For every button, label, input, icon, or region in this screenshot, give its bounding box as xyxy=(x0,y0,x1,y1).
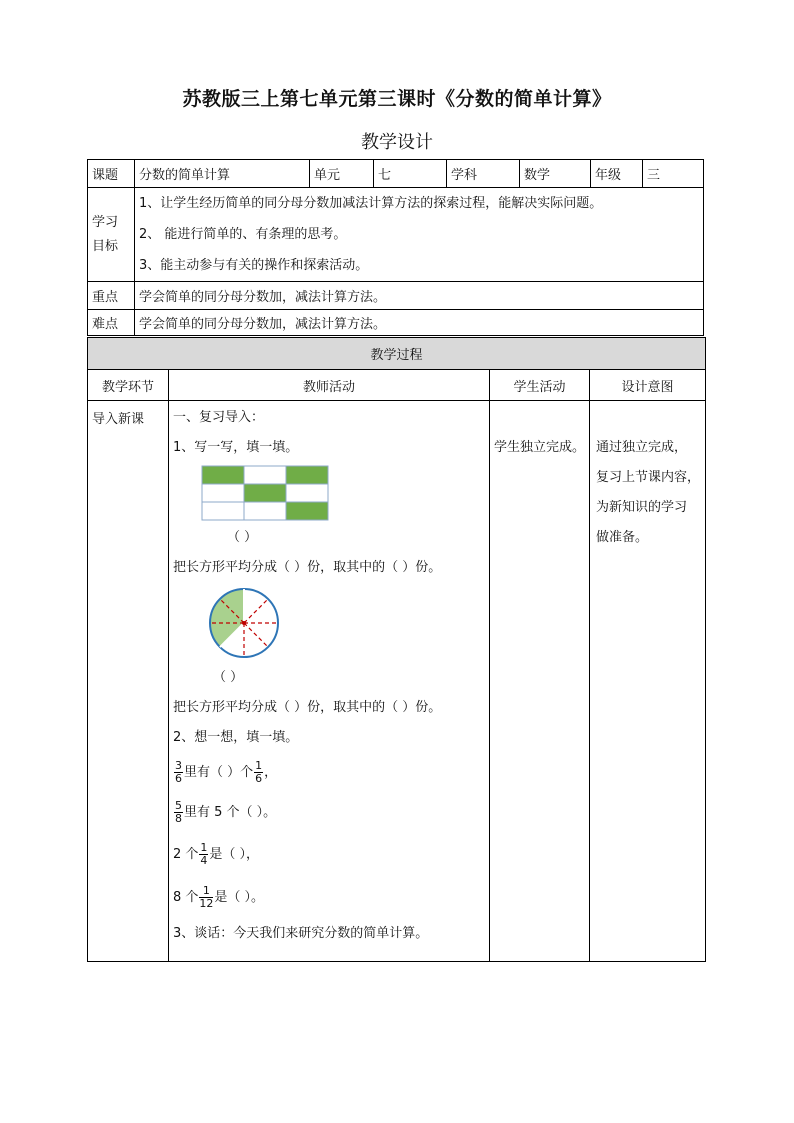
question-3: 3、谈话：今天我们来研究分数的简单计算。 xyxy=(173,926,429,941)
subject-label: 学科 xyxy=(447,160,520,188)
numerator: 1 xyxy=(255,759,263,772)
circle-fraction-figure xyxy=(173,583,473,663)
topic-label: 课题 xyxy=(88,160,135,188)
denominator: 6 xyxy=(175,772,182,785)
fill-sentence-2: 把长方形平均分成（ ）份，取其中的（ ）份。 xyxy=(173,700,442,715)
fraction-text: 是（ ）， xyxy=(209,847,260,862)
col-teacher-header: 教师活动 xyxy=(169,370,490,401)
grid-cell-shaded xyxy=(244,484,286,502)
question-2: 2、想一想，填一填。 xyxy=(173,730,299,745)
answer-paren-2: （ ） xyxy=(213,670,244,685)
goals-label-line2: 目标 xyxy=(92,238,119,254)
col-stage-header: 教学环节 xyxy=(88,370,169,401)
fraction-item-1 xyxy=(173,753,485,793)
goals-label xyxy=(88,188,135,282)
grid-cell-shaded xyxy=(286,466,328,484)
numerator: 3 xyxy=(175,759,182,772)
denominator: 8 xyxy=(175,812,182,825)
fraction xyxy=(199,885,213,910)
numerator: 1 xyxy=(199,885,213,898)
document-subtitle: 教学设计 xyxy=(361,132,433,153)
goal-item: 2、 能进行简单的、有条理的思考。 xyxy=(139,227,347,242)
question-1: 1、写一写，填一填。 xyxy=(173,440,299,455)
grid-cell xyxy=(244,466,286,484)
fill-sentence-1: 把长方形平均分成（ ）份，取其中的（ ）份。 xyxy=(173,560,442,575)
denominator: 4 xyxy=(200,854,208,867)
teacher-activity-cell xyxy=(169,401,490,962)
numerator: 5 xyxy=(175,799,182,812)
circle-divider xyxy=(244,599,268,623)
stage-text: 导入新课 xyxy=(92,412,145,427)
circle-center xyxy=(242,621,246,625)
goals-label-line1: 学习 xyxy=(92,214,119,230)
numerator: 1 xyxy=(200,841,208,854)
rectangle-grid-figure xyxy=(173,463,473,523)
difficulty-label: 难点 xyxy=(88,310,135,336)
fraction xyxy=(254,760,263,785)
fraction xyxy=(199,842,208,867)
fraction xyxy=(174,800,183,825)
circle-divider xyxy=(244,623,268,647)
fraction-text: 2 个 xyxy=(173,847,199,862)
difficulty-value: 学会简单的同分母分数加，减法计算方法。 xyxy=(135,310,704,336)
intent-line: 为新知识的学习 xyxy=(596,500,688,515)
grid-cell xyxy=(202,502,244,520)
fraction xyxy=(174,760,183,785)
fraction-item-3 xyxy=(173,833,485,877)
grid-cell xyxy=(202,484,244,502)
document-title: 苏教版三上第七单元第三课时《分数的简单计算》 xyxy=(182,88,612,110)
denominator: 6 xyxy=(255,772,263,785)
fraction-text: ， xyxy=(264,765,278,780)
grid-cell-shaded xyxy=(286,502,328,520)
col-student-header: 学生活动 xyxy=(490,370,590,401)
fraction-item-4 xyxy=(173,877,485,919)
intent-line: 做准备。 xyxy=(596,530,649,545)
answer-paren-1: （ ） xyxy=(227,530,258,545)
fraction-text: 8 个 xyxy=(173,890,199,905)
unit-label: 单元 xyxy=(310,160,374,188)
denominator: 12 xyxy=(199,897,214,910)
grade-value: 三 xyxy=(643,160,704,188)
fraction-text: 是（ ）。 xyxy=(214,890,265,905)
process-header: 教学过程 xyxy=(88,338,706,370)
student-activity-text: 学生独立完成。 xyxy=(494,440,586,455)
process-table xyxy=(87,337,706,962)
fraction-text: 里有 5 个（ ）。 xyxy=(184,805,277,820)
col-intent-header: 设计意图 xyxy=(590,370,706,401)
grid-cell-shaded xyxy=(202,466,244,484)
intent-line: 复习上节课内容， xyxy=(596,470,701,485)
grid-cell xyxy=(286,484,328,502)
student-activity-cell xyxy=(490,401,590,962)
grade-label: 年级 xyxy=(591,160,643,188)
key-value: 学会简单的同分母分数加，减法计算方法。 xyxy=(135,282,704,310)
key-label: 重点 xyxy=(88,282,135,310)
fraction-text: 里有（ ）个 xyxy=(184,765,254,780)
info-table xyxy=(87,159,704,336)
fraction-item-2 xyxy=(173,793,485,833)
topic-value: 分数的简单计算 xyxy=(135,160,310,188)
goal-item: 3、能主动参与有关的操作和探索活动。 xyxy=(139,258,369,273)
design-intent-cell xyxy=(590,401,706,962)
intent-line: 通过独立完成， xyxy=(596,440,688,455)
goals-content xyxy=(135,188,704,282)
unit-value: 七 xyxy=(374,160,447,188)
grid-cell xyxy=(244,502,286,520)
stage-cell xyxy=(88,401,169,962)
review-intro: 一、复习导入： xyxy=(173,410,265,425)
subject-value: 数学 xyxy=(520,160,591,188)
goal-item: 1、让学生经历简单的同分母分数加减法计算方法的探索过程，能解决实际问题。 xyxy=(139,196,603,211)
